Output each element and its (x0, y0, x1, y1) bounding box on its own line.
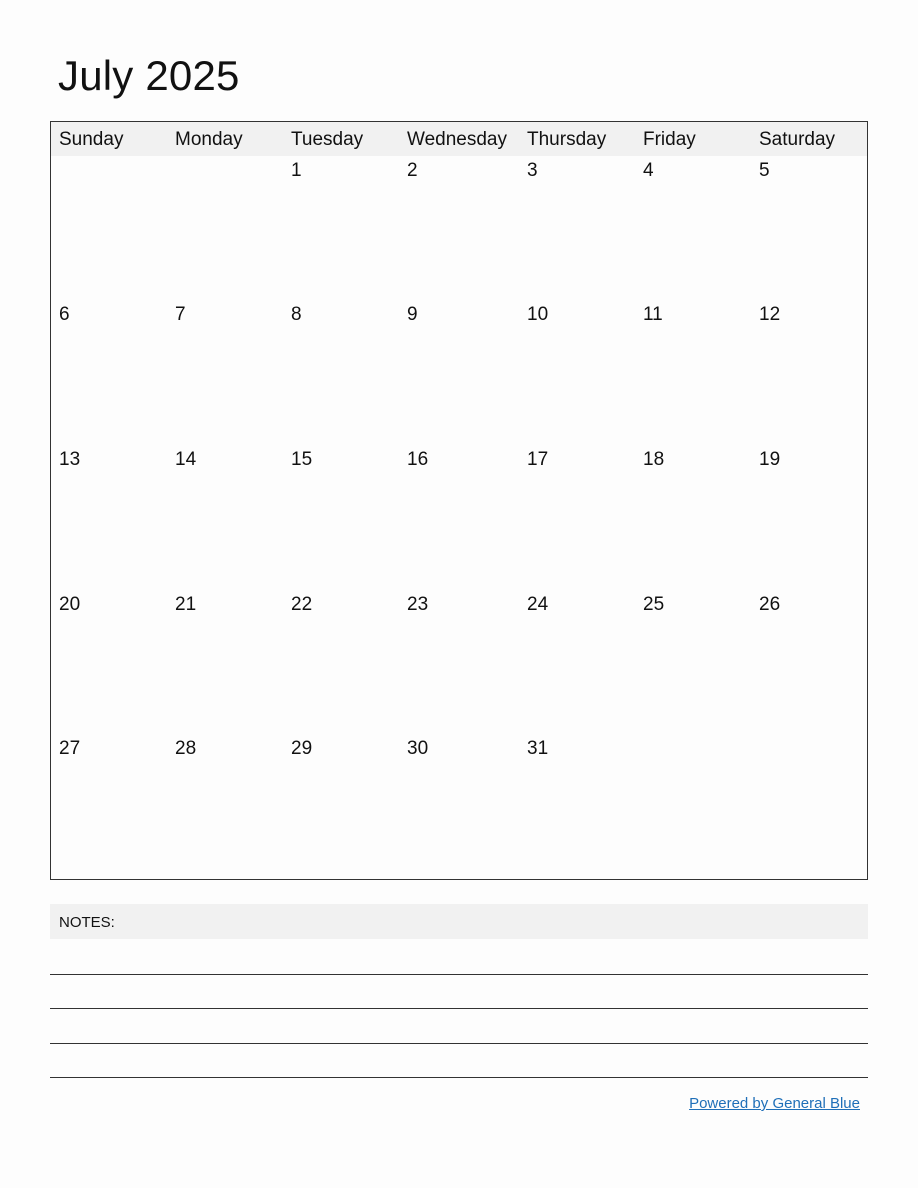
day-cell: 22 (291, 594, 313, 615)
day-cell: 9 (407, 304, 418, 325)
weekday-sunday: Sunday (59, 129, 124, 150)
day-cell: 13 (59, 449, 81, 470)
day-cell: 14 (175, 449, 197, 470)
day-cell: 15 (291, 449, 313, 470)
powered-by-link[interactable]: Powered by General Blue (689, 1095, 860, 1112)
day-cell: 16 (407, 449, 429, 470)
notes-label: NOTES: (59, 914, 115, 931)
day-cell: 29 (291, 738, 313, 759)
day-cell: 19 (759, 449, 781, 470)
day-cell: 1 (291, 160, 302, 181)
day-cell: 28 (175, 738, 197, 759)
calendar-grid (50, 121, 868, 880)
notes-header (50, 904, 868, 939)
day-cell: 5 (759, 160, 770, 181)
day-cell: 7 (175, 304, 186, 325)
weekday-friday: Friday (643, 129, 696, 150)
day-cell: 27 (59, 738, 81, 759)
day-cell: 11 (643, 304, 663, 325)
day-cell: 8 (291, 304, 302, 325)
day-cell: 24 (527, 594, 549, 615)
weekday-wednesday: Wednesday (407, 129, 507, 150)
day-cell: 26 (759, 594, 781, 615)
weekday-header-row (51, 122, 867, 156)
day-cell: 12 (759, 304, 781, 325)
day-cell: 3 (527, 160, 538, 181)
weekday-tuesday: Tuesday (291, 129, 364, 150)
note-line (50, 1077, 868, 1078)
day-cell: 18 (643, 449, 665, 470)
note-line (50, 1043, 868, 1044)
day-cell: 21 (175, 594, 197, 615)
day-cell: 31 (527, 738, 549, 759)
note-line (50, 1008, 868, 1009)
day-cell: 30 (407, 738, 429, 759)
weekday-thursday: Thursday (527, 129, 607, 150)
day-cell: 6 (59, 304, 70, 325)
day-cell: 2 (407, 160, 418, 181)
day-cell: 4 (643, 160, 654, 181)
day-cell: 20 (59, 594, 81, 615)
day-cell: 25 (643, 594, 665, 615)
day-cell: 10 (527, 304, 549, 325)
note-line (50, 974, 868, 975)
day-cell: 17 (527, 449, 549, 470)
day-cell: 23 (407, 594, 429, 615)
weekday-monday: Monday (175, 129, 243, 150)
calendar-title: July 2025 (58, 52, 240, 99)
weekday-saturday: Saturday (759, 129, 836, 150)
